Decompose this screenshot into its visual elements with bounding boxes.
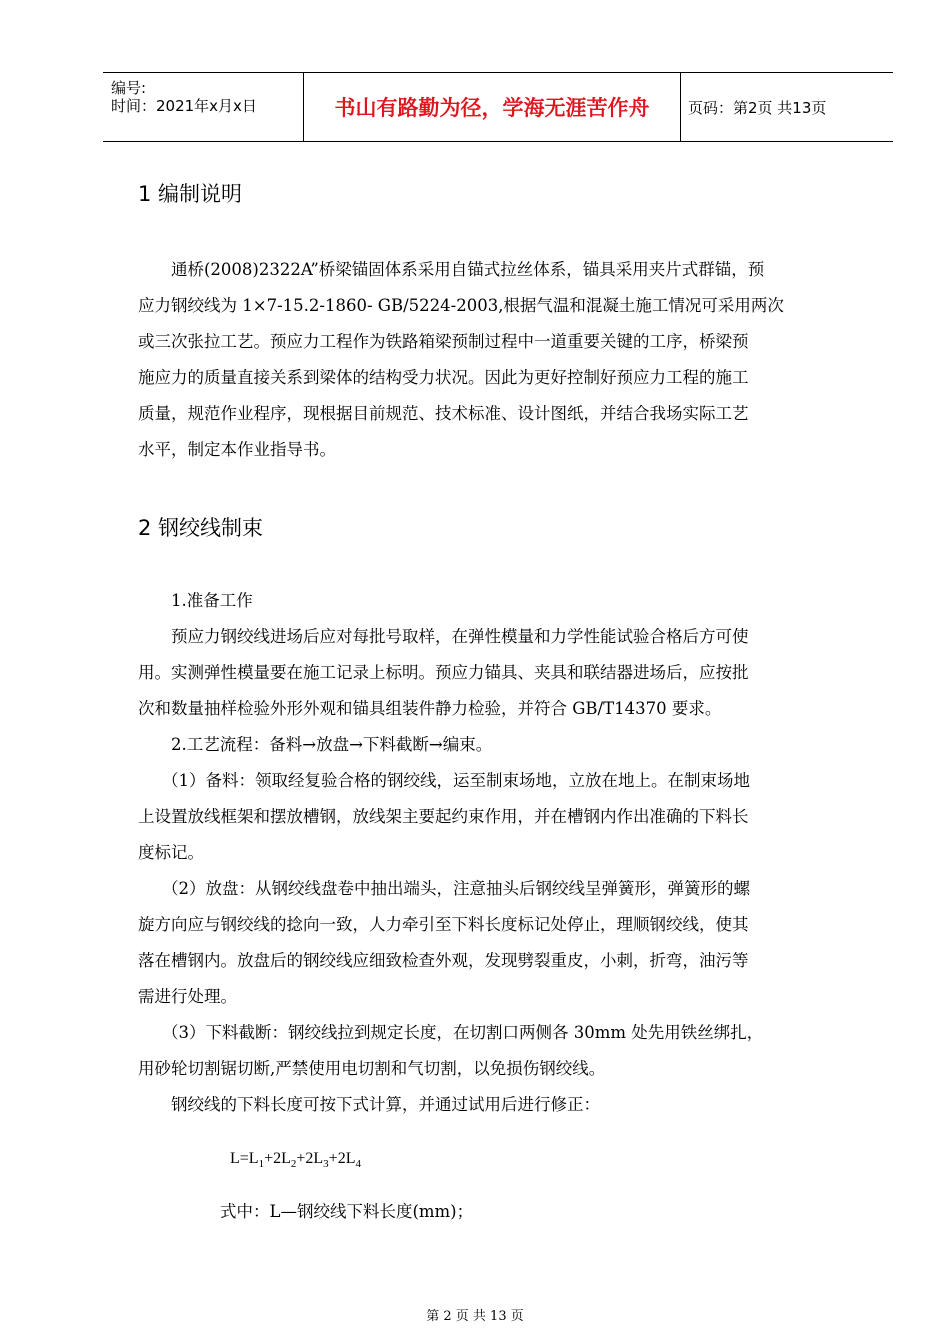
number-label: 编号:	[111, 79, 147, 97]
paragraph-line: 上设置放线框架和摆放槽钢，放线架主要起约束作用，并在槽钢内作出准确的下料长	[138, 807, 749, 826]
paragraph-line: 通桥(2008)2322A”桥梁锚固体系采用自锚式拉丝体系，锚具采用夹片式群锚，预	[171, 260, 765, 279]
formula-part: +2L	[264, 1150, 291, 1167]
paragraph-line: 钢绞线的下料长度可按下式计算，并通过试用后进行修正：	[171, 1095, 600, 1114]
paragraph-line: 次和数量抽样检验外形外观和锚具组装件静力检验，并符合 GB/T14370 要求。	[138, 699, 722, 718]
paragraph-line: （3）下料截断：钢绞线拉到规定长度，在切割口两侧各 30mm 处先用铁丝绑扎，	[162, 1023, 764, 1042]
paragraph-line: 施应力的质量直接关系到梁体的结构受力状况。因此为更好控制好预应力工程的施工	[138, 368, 749, 387]
paragraph-line: 应力钢绞线为 1×7-15.2-1860- GB/5224-2003,根据气温和混凝土施工情况可采用两次	[138, 296, 784, 315]
paragraph-line: 用。实测弹性模量要在施工记录上标明。预应力锚具、夹具和联结器进场后，应按批	[138, 663, 749, 682]
paragraph-line: 或三次张拉工艺。预应力工程作为铁路箱梁预制过程中一道重要关键的工序，桥梁预	[138, 332, 749, 351]
formula-part: +2L	[328, 1150, 356, 1167]
section-1-title: 1 编制说明	[138, 182, 243, 206]
paragraph-line: 2.工艺流程：备料→放盘→下料截断→编束。	[171, 735, 493, 754]
formula-subscript: 4	[355, 1158, 361, 1171]
paragraph-line: 度标记。	[138, 843, 204, 862]
section-2-title: 2 钢绞线制束	[138, 516, 264, 540]
header-page-info: 页码：第2页 共13页	[688, 98, 827, 117]
paragraph-line: 预应力钢绞线进场后应对每批号取样，在弹性模量和力学性能试验合格后方可使	[171, 627, 749, 646]
section-1-body	[138, 252, 858, 468]
formula-part: +2L	[296, 1150, 324, 1167]
paragraph-line: 需进行处理。	[138, 987, 237, 1006]
length-formula	[230, 1150, 361, 1170]
formula-subscript: 1	[258, 1158, 265, 1171]
paragraph-line: 落在槽钢内。放盘后的钢绞线应细致检查外观，发现劈裂重皮，小刺，折弯，油污等	[138, 951, 749, 970]
paragraph-line: （2）放盘：从钢绞线盘卷中抽出端头，注意抽头后钢绞线呈弹簧形，弹簧形的螺	[162, 879, 750, 898]
formula-subscript: 2	[290, 1158, 297, 1171]
paragraph-line: 1.准备工作	[171, 591, 253, 610]
header-meta	[103, 73, 304, 141]
formula-subscript: 3	[323, 1158, 329, 1171]
page-footer: 第 2 页 共 13 页	[426, 1309, 524, 1324]
formula-note: 式中：L—钢绞线下料长度(mm)；	[220, 1202, 474, 1221]
paragraph-line: 用砂轮切割锯切断,严禁使用电切割和气切割，以免损伤钢绞线。	[138, 1059, 606, 1078]
paragraph-line: 质量，规范作业程序，现根据目前规范、技术标准、设计图纸，并结合我场实际工艺	[138, 404, 749, 423]
paragraph-line: （1）备料：领取经复验合格的钢绞线，运至制束场地，立放在地上。在制束场地	[162, 771, 750, 790]
section-2-body	[138, 583, 858, 1123]
paragraph-line: 旋方向应与钢绞线的捻向一致，人力牵引至下料长度标记处停止，理顺钢绞线，使其	[138, 915, 749, 934]
header-motto: 书山有路勤为径，学海无涯苦作舟	[304, 73, 681, 141]
formula-part: L=L	[230, 1150, 259, 1167]
paragraph-line: 水平，制定本作业指导书。	[138, 440, 336, 459]
page-header	[103, 72, 893, 142]
date-label: 时间：2021年x月x日	[111, 97, 257, 115]
